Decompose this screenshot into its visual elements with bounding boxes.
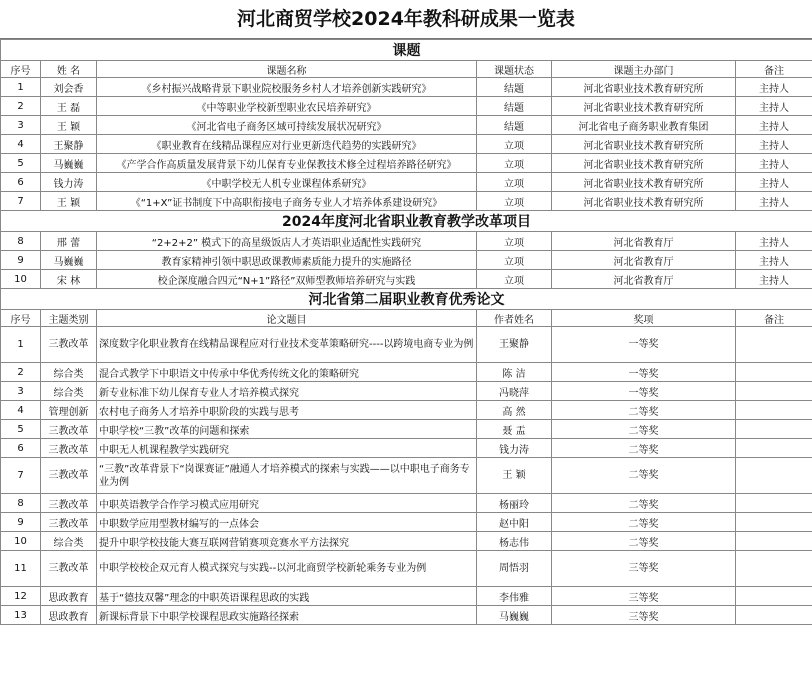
header-cell[interactable]: 备注 — [736, 61, 812, 78]
table-row — [1, 173, 812, 192]
remark[interactable]: 主持人 — [736, 232, 812, 251]
paper-title[interactable]: 中职学校校企双元育人模式探究与实践--以河北商贸学校新轮乘务专业为例 — [97, 551, 477, 587]
header-cell[interactable]: 作者姓名 — [477, 310, 552, 327]
section-projects — [1, 40, 812, 61]
remark[interactable] — [736, 513, 812, 532]
remark[interactable]: 主持人 — [736, 116, 812, 135]
person-name[interactable]: 马巍巍 — [41, 251, 97, 270]
section-reform-projects-cell[interactable]: 2024年度河北省职业教育教学改革项目 — [1, 211, 812, 232]
project-status[interactable]: 立项 — [477, 232, 552, 251]
project-status[interactable]: 立项 — [477, 173, 552, 192]
remark[interactable] — [736, 363, 812, 382]
row-number[interactable]: 6 — [1, 439, 41, 458]
project-title[interactable]: 《职业教育在线精品课程应对行业更新迭代趋势的实践研究》 — [97, 135, 477, 154]
remark[interactable] — [736, 532, 812, 551]
row-number[interactable]: 9 — [1, 251, 41, 270]
header-cell[interactable]: 课题主办部门 — [552, 61, 736, 78]
project-title[interactable]: 《中等职业学校新型职业农民培养研究》 — [97, 97, 477, 116]
author-name[interactable]: 陈 洁 — [477, 363, 552, 382]
paper-title[interactable]: “三教”改革背景下“岗课赛证”融通人才培养模式的探索与实践——以中职电子商务专业为例 — [97, 458, 477, 494]
award[interactable]: 三等奖 — [552, 606, 736, 625]
project-status[interactable]: 结题 — [477, 78, 552, 97]
header-cell[interactable]: 序号 — [1, 61, 41, 78]
award[interactable]: 二等奖 — [552, 513, 736, 532]
remark[interactable] — [736, 458, 812, 494]
remark[interactable]: 主持人 — [736, 270, 812, 289]
project-title[interactable]: 教育家精神引领中职思政课教师素质能力提升的实施路径 — [97, 251, 477, 270]
person-name[interactable]: 宋 林 — [41, 270, 97, 289]
header-row-projects — [1, 61, 812, 78]
paper-title[interactable]: 基于“德技双馨”理念的中职英语课程思政的实践 — [97, 587, 477, 606]
host-department[interactable]: 河北省职业技术教育研究所 — [552, 154, 736, 173]
project-title[interactable]: 《“1+X”证书制度下中高职衔接电子商务专业人才培养体系建设研究》 — [97, 192, 477, 211]
row-number[interactable]: 4 — [1, 135, 41, 154]
award[interactable]: 二等奖 — [552, 532, 736, 551]
row-number[interactable]: 7 — [1, 458, 41, 494]
author-name[interactable]: 马巍巍 — [477, 606, 552, 625]
topic-category[interactable]: 三教改革 — [41, 513, 97, 532]
project-title[interactable]: 《产学合作高质量发展背景下幼儿保育专业保教技术修全过程培养路径研究》 — [97, 154, 477, 173]
author-name[interactable]: 钱力涛 — [477, 439, 552, 458]
table-row — [1, 116, 812, 135]
table-row — [1, 154, 812, 173]
project-status[interactable]: 立项 — [477, 154, 552, 173]
author-name[interactable]: 杨志伟 — [477, 532, 552, 551]
remark[interactable] — [736, 382, 812, 401]
table-row — [1, 363, 812, 382]
table-row — [1, 532, 812, 551]
author-name[interactable]: 周悟羽 — [477, 551, 552, 587]
host-department[interactable]: 河北省职业技术教育研究所 — [552, 173, 736, 192]
remark[interactable] — [736, 551, 812, 587]
project-status[interactable]: 结题 — [477, 97, 552, 116]
remark[interactable] — [736, 587, 812, 606]
paper-title[interactable]: 中职无人机课程教学实践研究 — [97, 439, 477, 458]
section-projects-cell[interactable]: 课题 — [1, 40, 812, 61]
paper-title[interactable]: 中职英语教学合作学习模式应用研究 — [97, 494, 477, 513]
host-department[interactable]: 河北省职业技术教育研究所 — [552, 135, 736, 154]
award[interactable]: 一等奖 — [552, 382, 736, 401]
row-number[interactable]: 13 — [1, 606, 41, 625]
person-name[interactable]: 王聚静 — [41, 135, 97, 154]
row-number[interactable]: 5 — [1, 420, 41, 439]
topic-category[interactable]: 管理创新 — [41, 401, 97, 420]
table-row — [1, 606, 812, 625]
project-title[interactable]: 《河北省电子商务区域可持续发展状况研究》 — [97, 116, 477, 135]
table-row — [1, 382, 812, 401]
paper-title[interactable]: 混合式教学下中职语文中传承中华优秀传统文化的策略研究 — [97, 363, 477, 382]
topic-category[interactable]: 三教改革 — [41, 494, 97, 513]
header-cell[interactable]: 论文题目 — [97, 310, 477, 327]
project-status[interactable]: 立项 — [477, 192, 552, 211]
remark[interactable] — [736, 439, 812, 458]
remark[interactable] — [736, 494, 812, 513]
award[interactable]: 二等奖 — [552, 458, 736, 494]
person-name[interactable]: 王 颖 — [41, 192, 97, 211]
header-cell[interactable]: 课题名称 — [97, 61, 477, 78]
table-row — [1, 513, 812, 532]
table-row — [1, 327, 812, 363]
paper-title[interactable]: 中职数学应用型教材编写的一点体会 — [97, 513, 477, 532]
row-number[interactable]: 10 — [1, 532, 41, 551]
remark[interactable] — [736, 420, 812, 439]
row-number[interactable]: 1 — [1, 78, 41, 97]
topic-category[interactable]: 三教改革 — [41, 327, 97, 363]
sheet-title: 河北商贸学校2024年教科研成果一览表 — [0, 0, 812, 39]
row-number[interactable]: 2 — [1, 97, 41, 116]
table-row — [1, 270, 812, 289]
award[interactable]: 三等奖 — [552, 587, 736, 606]
row-number[interactable]: 8 — [1, 494, 41, 513]
topic-category[interactable]: 三教改革 — [41, 458, 97, 494]
header-cell[interactable]: 备注 — [736, 310, 812, 327]
table-row — [1, 232, 812, 251]
table-row — [1, 251, 812, 270]
table-row — [1, 78, 812, 97]
header-cell[interactable]: 课题状态 — [477, 61, 552, 78]
paper-title[interactable]: 深度数字化职业教育在线精品课程应对行业技术变革策略研究----以跨境电商专业为例 — [97, 327, 477, 363]
row-number[interactable]: 2 — [1, 363, 41, 382]
remark[interactable]: 主持人 — [736, 251, 812, 270]
remark[interactable] — [736, 327, 812, 363]
topic-category[interactable]: 三教改革 — [41, 420, 97, 439]
topic-category[interactable]: 思政教育 — [41, 606, 97, 625]
host-department[interactable]: 河北省职业技术教育研究所 — [552, 192, 736, 211]
project-title[interactable]: “2+2+2” 模式下的高星级饭店人才英语职业适配性实践研究 — [97, 232, 477, 251]
table-row — [1, 551, 812, 587]
remark[interactable]: 主持人 — [736, 135, 812, 154]
paper-title[interactable]: 农村电子商务人才培养中职阶段的实践与思考 — [97, 401, 477, 420]
table-row — [1, 494, 812, 513]
remark[interactable] — [736, 606, 812, 625]
table-row — [1, 135, 812, 154]
topic-category[interactable]: 三教改革 — [41, 439, 97, 458]
paper-title[interactable]: 提升中职学校技能大赛互联网营销赛项竞赛水平方法探究 — [97, 532, 477, 551]
header-cell[interactable]: 奖项 — [552, 310, 736, 327]
award[interactable]: 二等奖 — [552, 439, 736, 458]
row-number[interactable]: 3 — [1, 382, 41, 401]
row-number[interactable]: 11 — [1, 551, 41, 587]
row-number[interactable]: 12 — [1, 587, 41, 606]
person-name[interactable]: 邢 蕾 — [41, 232, 97, 251]
host-department[interactable]: 河北省职业技术教育研究所 — [552, 78, 736, 97]
row-number[interactable]: 8 — [1, 232, 41, 251]
author-name[interactable]: 高 然 — [477, 401, 552, 420]
header-cell[interactable]: 序号 — [1, 310, 41, 327]
row-number[interactable]: 10 — [1, 270, 41, 289]
header-row-papers — [1, 310, 812, 327]
topic-category[interactable]: 思政教育 — [41, 587, 97, 606]
topic-category[interactable]: 综合类 — [41, 382, 97, 401]
remark[interactable]: 主持人 — [736, 154, 812, 173]
table-row — [1, 401, 812, 420]
host-department[interactable]: 河北省教育厅 — [552, 232, 736, 251]
remark[interactable] — [736, 401, 812, 420]
award[interactable]: 二等奖 — [552, 494, 736, 513]
award[interactable]: 三等奖 — [552, 551, 736, 587]
author-name[interactable]: 王聚静 — [477, 327, 552, 363]
table-row — [1, 587, 812, 606]
row-number[interactable]: 7 — [1, 192, 41, 211]
section-reform-projects — [1, 211, 812, 232]
author-name[interactable]: 王 颖 — [477, 458, 552, 494]
author-name[interactable]: 李伟雅 — [477, 587, 552, 606]
remark[interactable]: 主持人 — [736, 78, 812, 97]
row-number[interactable]: 3 — [1, 116, 41, 135]
person-name[interactable]: 马巍巍 — [41, 154, 97, 173]
person-name[interactable]: 王 磊 — [41, 97, 97, 116]
project-title[interactable]: 校企深度融合四元“N+1”路径”双师型教师培养研究与实践 — [97, 270, 477, 289]
host-department[interactable]: 河北省教育厅 — [552, 251, 736, 270]
award[interactable]: 一等奖 — [552, 363, 736, 382]
table-row — [1, 420, 812, 439]
row-number[interactable]: 4 — [1, 401, 41, 420]
person-name[interactable]: 钱力涛 — [41, 173, 97, 192]
project-status[interactable]: 立项 — [477, 251, 552, 270]
remark[interactable]: 主持人 — [736, 173, 812, 192]
row-number[interactable]: 5 — [1, 154, 41, 173]
award[interactable]: 一等奖 — [552, 327, 736, 363]
table-row — [1, 192, 812, 211]
host-department[interactable]: 河北省教育厅 — [552, 270, 736, 289]
header-cell[interactable]: 姓 名 — [41, 61, 97, 78]
person-name[interactable]: 王 颖 — [41, 116, 97, 135]
topic-category[interactable]: 综合类 — [41, 532, 97, 551]
topic-category[interactable]: 三教改革 — [41, 551, 97, 587]
paper-title[interactable]: 新课标背景下中职学校课程思政实施路径探索 — [97, 606, 477, 625]
header-cell[interactable]: 主题类别 — [41, 310, 97, 327]
table-row — [1, 439, 812, 458]
remark[interactable]: 主持人 — [736, 97, 812, 116]
author-name[interactable]: 杨丽玲 — [477, 494, 552, 513]
table-row — [1, 458, 812, 494]
project-status[interactable]: 结题 — [477, 116, 552, 135]
table-row — [1, 97, 812, 116]
host-department[interactable]: 河北省电子商务职业教育集团 — [552, 116, 736, 135]
author-name[interactable]: 冯晓萍 — [477, 382, 552, 401]
row-number[interactable]: 1 — [1, 327, 41, 363]
topic-category[interactable]: 综合类 — [41, 363, 97, 382]
row-number[interactable]: 6 — [1, 173, 41, 192]
project-title[interactable]: 《中职学校无人机专业课程体系研究》 — [97, 173, 477, 192]
project-status[interactable]: 立项 — [477, 135, 552, 154]
award[interactable]: 二等奖 — [552, 401, 736, 420]
author-name[interactable]: 赵中阳 — [477, 513, 552, 532]
person-name[interactable]: 刘会香 — [41, 78, 97, 97]
row-number[interactable]: 9 — [1, 513, 41, 532]
award[interactable]: 二等奖 — [552, 420, 736, 439]
project-status[interactable]: 立项 — [477, 270, 552, 289]
remark[interactable]: 主持人 — [736, 192, 812, 211]
paper-title[interactable]: 中职学校“三教”改革的问题和探索 — [97, 420, 477, 439]
paper-title[interactable]: 新专业标准下幼儿保育专业人才培养模式探究 — [97, 382, 477, 401]
section-papers-cell[interactable]: 河北省第二届职业教育优秀论文 — [1, 289, 812, 310]
project-title[interactable]: 《乡村振兴战略背景下职业院校服务乡村人才培养创新实践研究》 — [97, 78, 477, 97]
results-table — [0, 39, 812, 625]
section-papers — [1, 289, 812, 310]
host-department[interactable]: 河北省职业技术教育研究所 — [552, 97, 736, 116]
author-name[interactable]: 聂 盂 — [477, 420, 552, 439]
